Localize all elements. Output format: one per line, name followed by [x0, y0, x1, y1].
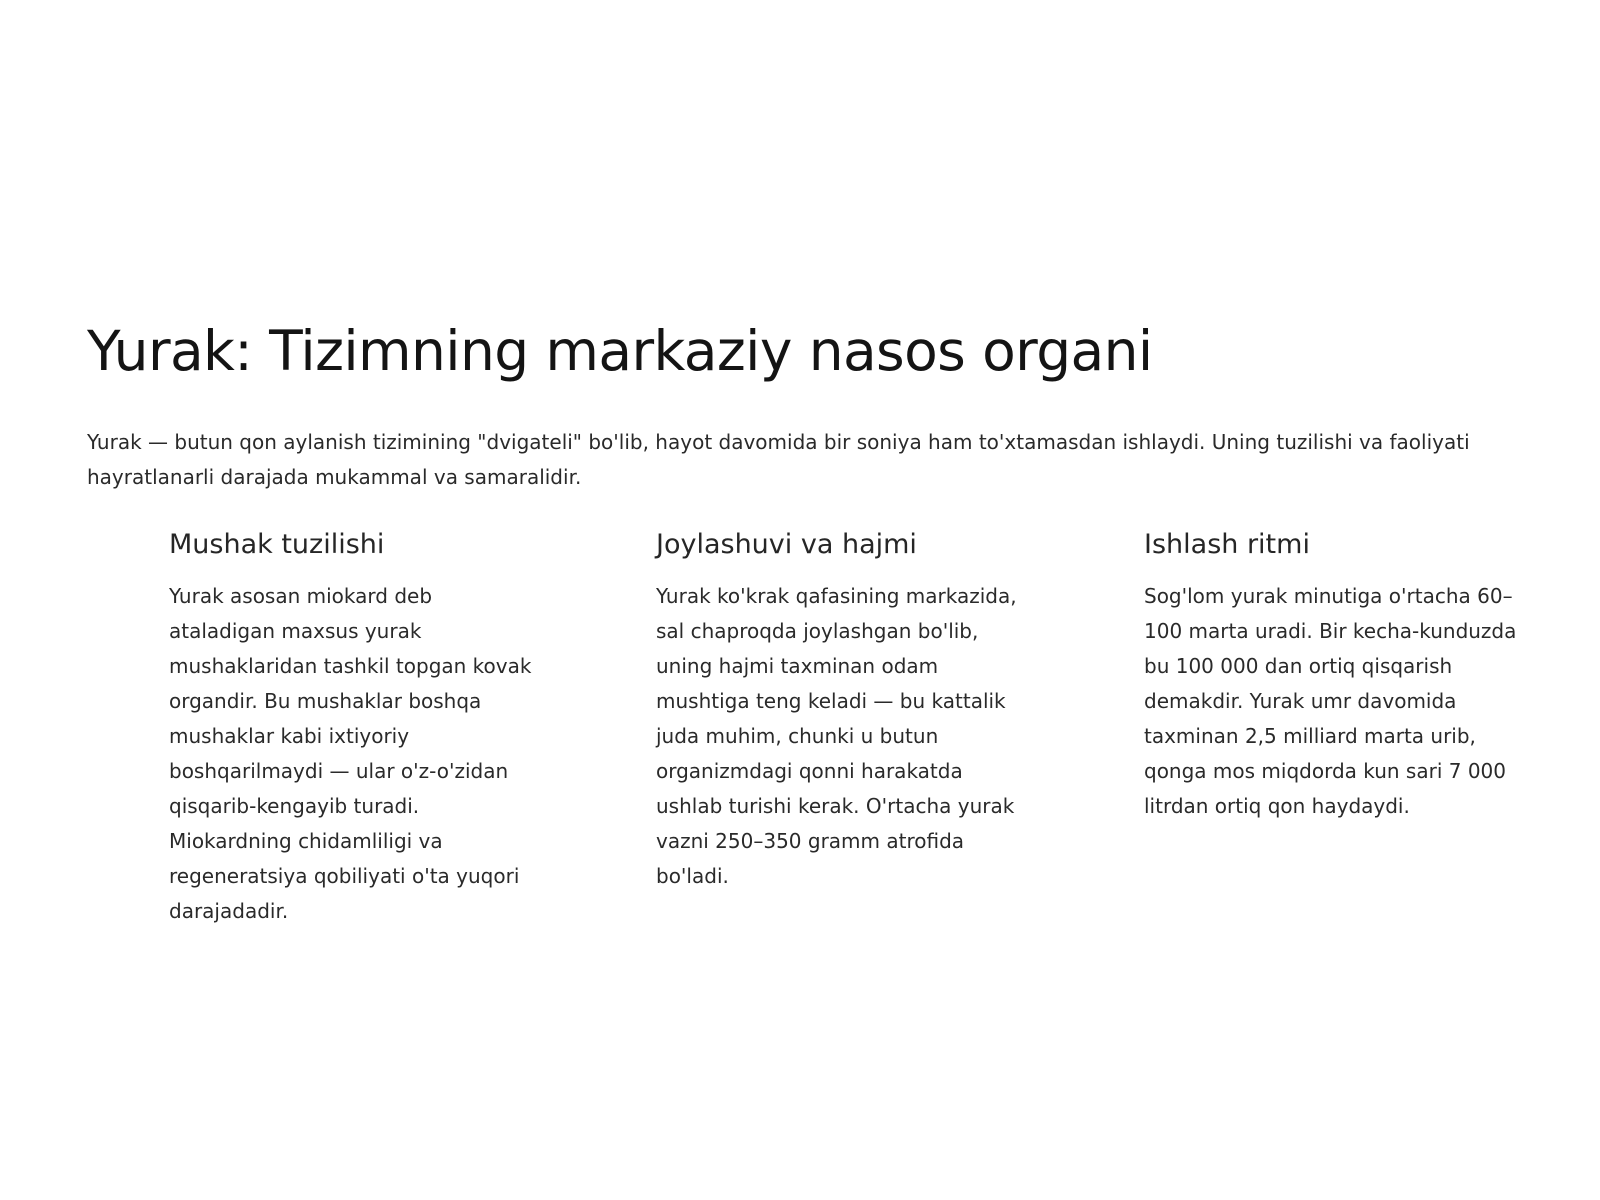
- page-title: Yurak: Tizimning markaziy nasos organi: [87, 319, 1153, 383]
- section-heading: Mushak tuzilishi: [169, 529, 385, 560]
- section-heading: Joylashuvi va hajmi: [656, 529, 917, 560]
- section-heading: Ishlash ritmi: [1144, 529, 1310, 560]
- section-rhythm: [1144, 527, 1519, 824]
- intro-paragraph: Yurak — butun qon aylanish tizimining "dvigateli" bo'lib, hayot davomida bir soniya ham to'xtamasdan ishlaydi. Uning tuzilishi va faoliyati hayratlanarli darajada mukammal va samaralidir.: [87, 430, 1470, 489]
- section-location-size: [656, 527, 1031, 894]
- section-text: Sog'lom yurak minutiga o'rtacha 60–100 marta uradi. Bir kecha-kunduzda bu 100 000 dan ortiq qisqarish demakdir. Yurak umr davomida taxminan 2,5 milliard marta urib, qonga mos miqdorda kun sari 7 000 litrdan ortiq qon haydaydi.: [1144, 584, 1517, 818]
- section-text: Yurak asosan miokard deb ataladigan maxsus yurak mushaklaridan tashkil topgan kovak organdir. Bu mushaklar boshqa mushaklar kabi ixtiyoriy boshqarilmaydi — ular o'z-o'zidan qisqarib-kengayib turadi. Miokardning chidamliligi va regeneratsiya qobiliyati o'ta yuqori darajadadir.: [169, 584, 532, 923]
- article: [87, 318, 1527, 923]
- section-text: Yurak ko'krak qafasining markazida, sal chaproqda joylashgan bo'lib, uning hajmi taxminan odam mushtiga teng keladi — bu kattalik juda muhim, chunki u butun organizmdagi qonni harakatda ushlab turishi kerak. O'rtacha yurak vazni 250–350 gramm atrofida bo'ladi.: [656, 584, 1017, 888]
- section-muscle-structure: [169, 527, 544, 929]
